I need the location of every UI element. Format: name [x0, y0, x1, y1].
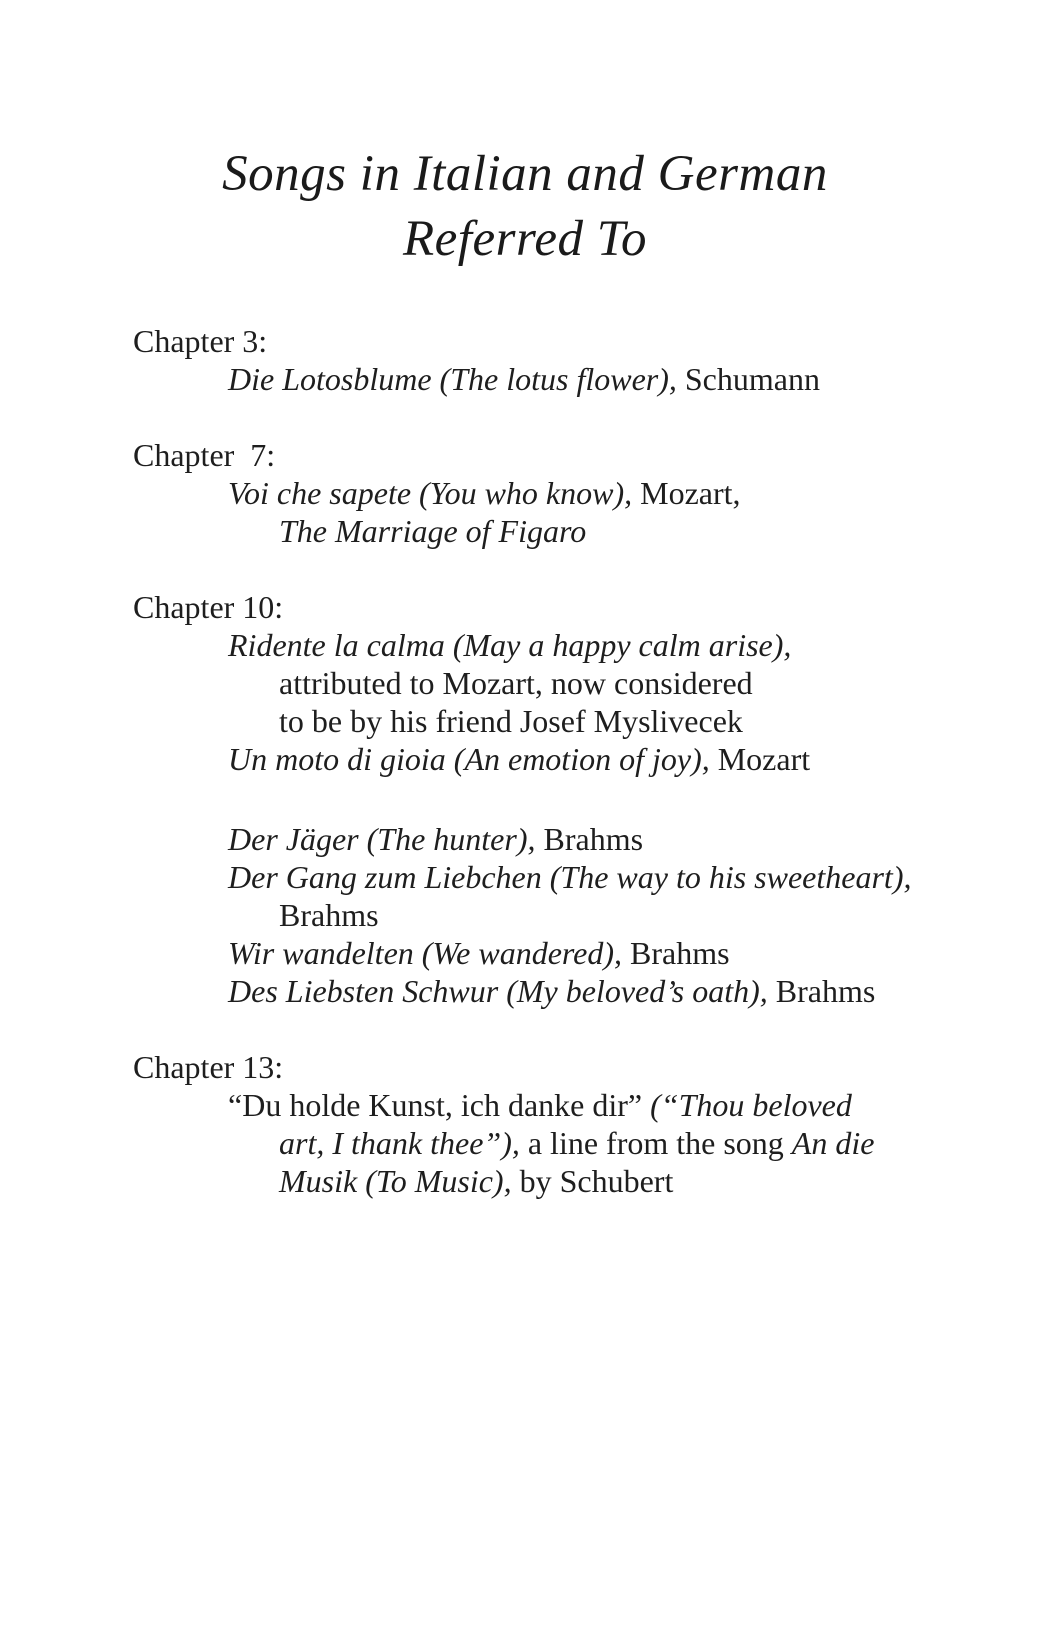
composer-segment: Brahms — [775, 973, 876, 1009]
composer-segment: to be by his friend Josef Myslivecek — [279, 703, 743, 739]
song-line — [228, 740, 933, 778]
song-line — [228, 972, 933, 1010]
song-title-segment: Un moto di gioia (An emotion of joy), — [228, 741, 718, 777]
chapter-section — [133, 322, 933, 398]
chapter-section — [133, 436, 933, 550]
chapter-section — [133, 1048, 933, 1200]
composer-segment: a line from the song — [527, 1125, 792, 1161]
song-line — [228, 858, 933, 896]
composer-segment: Brahms — [279, 897, 379, 933]
blank-line — [133, 778, 933, 820]
song-line — [228, 934, 933, 972]
song-title-segment: Musik (To Music), — [279, 1163, 520, 1199]
song-title-segment: Des Liebsten Schwur (My beloved’s oath), — [228, 973, 776, 1009]
chapter-heading: Chapter 10: — [133, 589, 284, 625]
song-title-segment: Die Lotosblume (The lotus flower), — [228, 361, 685, 397]
composer-segment: Brahms — [543, 821, 644, 857]
chapter-heading: Chapter 13: — [133, 1049, 284, 1085]
song-title-segment: art, I thank thee”), — [279, 1125, 528, 1161]
composer-segment: Mozart, — [640, 475, 741, 511]
page-title-line2: Referred To — [403, 211, 647, 267]
page-title-line1: Songs in Italian and German — [222, 146, 828, 202]
composer-segment: “Du holde Kunst, ich danke dir” — [228, 1087, 651, 1123]
song-line — [228, 474, 933, 512]
song-line — [279, 896, 933, 934]
composer-segment: Mozart — [717, 741, 811, 777]
chapter-section — [133, 588, 933, 1010]
song-title-segment: An die — [791, 1125, 875, 1161]
song-line — [228, 1086, 933, 1124]
song-list — [133, 322, 933, 1238]
chapter-heading: Chapter 7: — [133, 437, 276, 473]
song-line — [279, 702, 933, 740]
chapter-heading: Chapter 3: — [133, 323, 268, 359]
song-title-segment: The Marriage of Figaro — [279, 513, 587, 549]
song-title-segment: (“Thou beloved — [650, 1087, 852, 1123]
song-line — [228, 820, 933, 858]
composer-segment: Schumann — [684, 361, 820, 397]
composer-segment: attributed to Mozart, now considered — [279, 665, 753, 701]
song-title-segment: Ridente la calma (May a happy calm arise), — [228, 627, 792, 663]
song-title-segment: Wir wandelten (We wandered), — [228, 935, 631, 971]
song-line — [279, 1124, 933, 1162]
song-line — [279, 512, 933, 550]
composer-segment: Brahms — [630, 935, 730, 971]
page-title — [0, 142, 1050, 272]
song-line — [228, 626, 933, 664]
song-line — [228, 360, 933, 398]
song-line — [279, 1162, 933, 1200]
song-title-segment: Voi che sapete (You who know), — [228, 475, 641, 511]
song-line — [279, 664, 933, 702]
song-title-segment: Der Jäger (The hunter), — [228, 821, 544, 857]
composer-segment: by Schubert — [519, 1163, 674, 1199]
song-title-segment: Der Gang zum Liebchen (The way to his sweetheart), — [228, 859, 912, 895]
